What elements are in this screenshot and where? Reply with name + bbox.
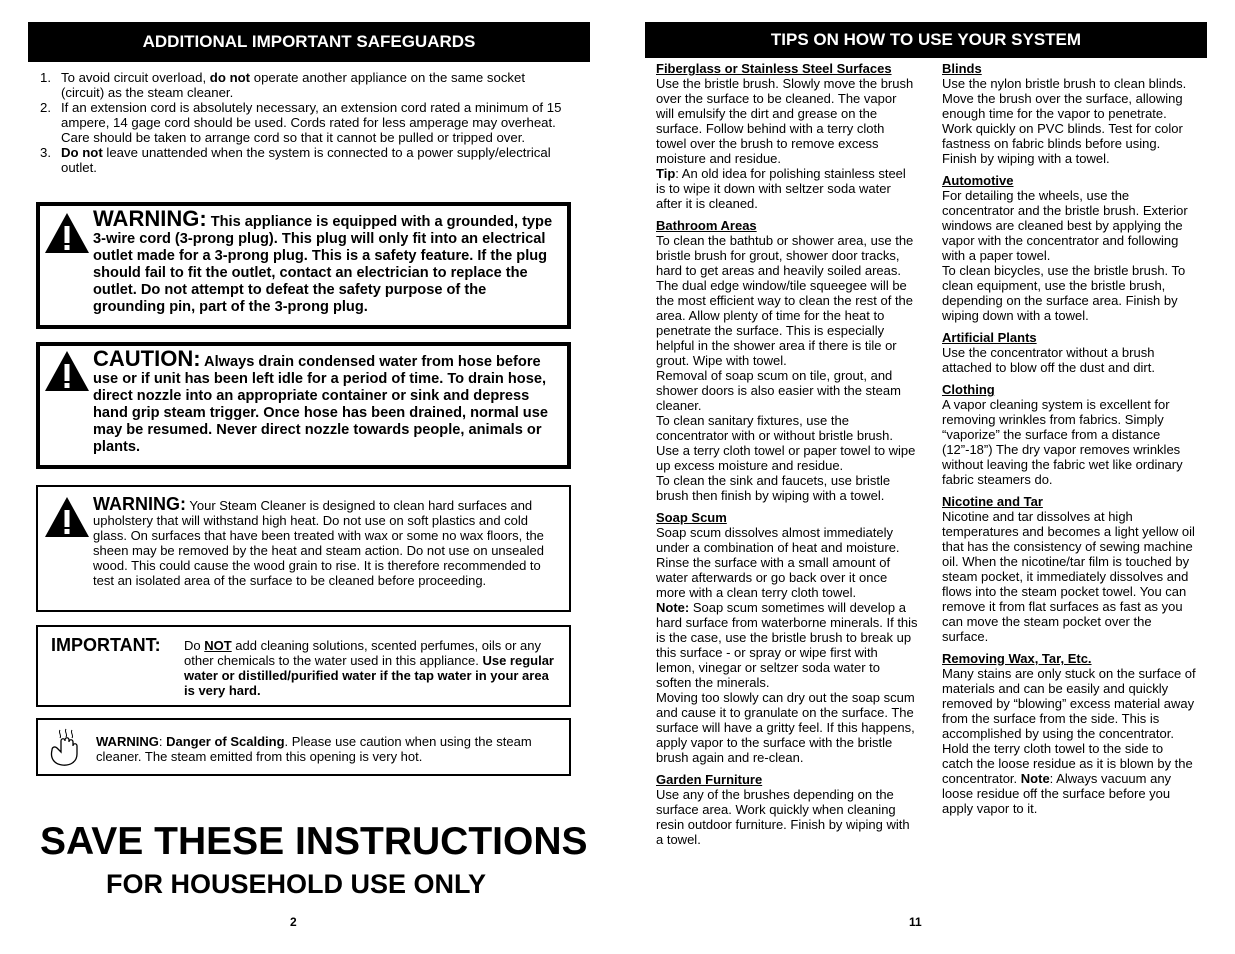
tip-section-extra: : An old idea for polishing stainless steel is to wipe it down with seltzer soda water after it is cleaned. <box>656 166 906 211</box>
tip-section <box>942 330 1197 375</box>
warning-plug-heading: WARNING: <box>93 206 207 231</box>
tip-section-extra: Soap scum sometimes will develop a hard surface from waterborne minerals. If this is the case, use the bristle brush to break up this surface - or spray or wipe first with lemon, vinegar or seltzer soda water to soften the minerals. Moving too slowly can dry out the soap scum and cause it to granulate on the surface. The surface will have a gritty feel. If this happens, apply vapor to the surface with the bristle brush again and re-clean. <box>656 600 918 765</box>
important-post: add cleaning solutions, scented perfumes, oils or any other chemicals to the water used in this appliance. <box>184 638 541 668</box>
tip-section-extra: : Always vacuum any loose residue off the surface before you apply vapor to it. <box>942 771 1172 816</box>
tip-section-label: Note <box>1020 771 1050 786</box>
warning-plug-body: This appliance is equipped with a grounded, type 3-wire cord (3-prong plug). This plug will only fit into an electrical outlet made for a 3-prong plug. This is a safety feature. If the plug should fail to fit the outlet, contact an electrician to replace the outlet. Do not attempt to defeat the safety purpose of the grounding pin, part of the 3-prong plug. <box>93 214 553 315</box>
important-not: NOT <box>204 638 232 653</box>
tip-section-text: Nicotine and tar dissolves at high temperatures and becomes a light yellow oil that has the consistency of sewing machine oil. When the nicotine/tar film is touched by steam pocket, it immediately dissolves and flows into the steam pocket towel. You can remove it from flat surfaces as fast as you can move the steam pocket over the surface. <box>942 509 1195 644</box>
tip-section-title: Clothing <box>942 382 995 397</box>
rule-1-number: 1. <box>40 70 51 85</box>
tip-section-text: Use the bristle brush. Slowly move the brush over the surface to be cleaned. The vapor will emulsify the dirt and grease on the surface. Follow behind with a terry cloth towel over the brush to remove excess moisture and residue. <box>656 76 914 166</box>
caution-text <box>93 346 558 456</box>
important-bold: Use regular water or distilled/purified water if the tap water in your area is very hard. <box>184 653 554 698</box>
left-page-number: 2 <box>290 915 297 929</box>
rule-1 <box>40 70 565 100</box>
rule-2-number: 2. <box>40 100 51 115</box>
rule-2 <box>40 100 565 145</box>
tip-section-title: Garden Furniture <box>656 772 763 787</box>
tip-section <box>942 382 1197 487</box>
steam-hand-icon <box>46 728 82 768</box>
scalding-colon: : <box>158 734 163 749</box>
tip-section-text: Many stains are only stuck on the surface of materials and can be easily and quickly removed by “blowing” excess material away from the surface from the side. This is accomplished by using the concentrator. Hold the terry cloth towel to the side to catch the loose residue as it is blown by the concentrator. <box>942 666 1196 786</box>
tip-section-body <box>656 787 918 847</box>
tip-section-text: Use the nylon bristle brush to clean blinds. Move the brush over the surface, allowing enough time for the vapor to penetrate. Work quickly on PVC blinds. Test for color fastness on fabric blinds before using. Finish by wiping with a towel. <box>942 76 1187 166</box>
tip-section-text: A vapor cleaning system is excellent for removing wrinkles from fabrics. Simply “vaporize” the surface from a distance (12”-18”) The dry vapor removes wrinkles without leaving the fabric wet like ordinary fabric steamers do. <box>942 397 1183 487</box>
tip-section-label: Tip <box>656 166 676 181</box>
tip-section <box>942 173 1197 323</box>
tip-section-title: Artificial Plants <box>942 330 1037 345</box>
rule-1-pre: To avoid circuit overload, <box>61 70 210 85</box>
rule-2-text: If an extension cord is absolutely necessary, an extension cord rated a minimum of 15 ampere, 14 gage cord should be used. Cords rated for less amperage may overheat. Care should be taken to arrange cord so that it cannot be pulled or tripped over. <box>61 100 562 145</box>
tip-section-body <box>656 525 918 765</box>
warning-surfaces-text <box>93 494 553 588</box>
caution-heading: CAUTION: <box>93 346 201 371</box>
rule-3 <box>40 145 565 175</box>
rule-3-number: 3. <box>40 145 51 160</box>
tip-section <box>656 61 918 211</box>
tips-header <box>645 22 1207 58</box>
tip-section-body <box>656 76 918 211</box>
tip-section <box>656 510 918 765</box>
right-page-number: 11 <box>909 915 922 929</box>
tip-section-body <box>656 233 918 503</box>
safeguard-rules <box>40 70 565 175</box>
scalding-sub: Danger of Scalding <box>162 734 285 749</box>
save-instructions-title: SAVE THESE INSTRUCTIONS <box>40 820 588 863</box>
tip-section-title: Blinds <box>942 61 982 76</box>
tips-header-text: TIPS ON HOW TO USE YOUR SYSTEM <box>770 30 1082 49</box>
important-text <box>184 638 554 698</box>
scalding-body: . Please use caution when using the steam cleaner. The steam emitted from this opening is very hot. <box>96 734 532 764</box>
rule-3-bold: Do not <box>61 145 103 160</box>
safeguards-header-text: ADDITIONAL IMPORTANT SAFEGUARDS <box>142 32 476 51</box>
tip-section-text: Soap scum dissolves almost immediately under a combination of heat and moisture. Rinse the surface with a small amount of water afterwards or go back over it once more with a clean terry cloth towel. <box>656 525 900 600</box>
tip-section-body <box>942 345 1197 375</box>
tip-section-title: Nicotine and Tar <box>942 494 1043 509</box>
important-heading: IMPORTANT: <box>51 635 161 655</box>
rule-1-post: operate another appliance on the same socket (circuit) as the steam cleaner. <box>61 70 526 100</box>
tip-section-text: For detailing the wheels, use the concentrator and the bristle brush. Exterior windows are cleaned best by applying the vapor with the concentrator and following with a paper towel. To clean bicycles, use the bristle brush. To clean equipment, use the bristle brush, depending on the surface area. Finish by wiping down with a towel. <box>942 188 1188 323</box>
tip-section-text: Use the concentrator without a brush attached to blow off the dust and dirt. <box>942 345 1155 375</box>
warning-surfaces-triangle-icon <box>44 496 90 538</box>
scalding-heading: WARNING <box>96 734 159 749</box>
tip-section-title: Removing Wax, Tar, Etc. <box>942 651 1092 666</box>
tip-section-body <box>942 666 1197 816</box>
tip-section-body <box>942 397 1197 487</box>
warning-triangle-icon <box>44 212 90 254</box>
scalding-text <box>96 734 556 764</box>
rule-3-post: leave unattended when the system is connected to a power supply/electrical outlet. <box>61 145 551 175</box>
caution-triangle-icon <box>44 350 90 392</box>
warning-surfaces-heading: WARNING: <box>93 494 186 514</box>
important-pre: Do <box>184 638 205 653</box>
household-use-subtitle: FOR HOUSEHOLD USE ONLY <box>106 869 487 899</box>
tip-section-body <box>942 188 1197 323</box>
tips-column-2 <box>942 61 1197 823</box>
tip-section-title: Fiberglass or Stainless Steel Surfaces <box>656 61 892 76</box>
tip-section-body <box>942 76 1197 166</box>
tip-section <box>942 61 1197 166</box>
tip-section <box>656 772 918 847</box>
tip-section <box>656 218 918 503</box>
tip-section-body <box>942 509 1197 644</box>
warning-surfaces-body: Your Steam Cleaner is designed to clean hard surfaces and upholstery that will withstand high heat. Do not use on soft plastics and cold glass. On surfaces that have been treated with wax or some no wax floors, the sheen may be removed by the heat and steam action. Do not use on unsealed wood. This could cause the wood grain to rise. It is therefore recommended to test an isolated area of the surface to be cleaned before proceeding. <box>93 498 544 588</box>
tip-section-label: Note: <box>656 600 690 615</box>
tip-section-title: Bathroom Areas <box>656 218 757 233</box>
tip-section-text: Use any of the brushes depending on the surface area. Work quickly when cleaning resin outdoor furniture. Finish by wiping with a towel. <box>656 787 910 847</box>
tip-section <box>942 651 1197 816</box>
tip-section <box>942 494 1197 644</box>
caution-body: Always drain condensed water from hose before use or if unit has been left idle for a period of time. To drain hose, direct nozzle into an appropriate container or sink and depress hand grip steam trigger. Once hose has been drained, normal use may be resumed. Never direct nozzle towards people, animals or plants. <box>93 354 548 455</box>
warning-plug-text <box>93 206 558 316</box>
tips-column-1 <box>656 61 918 854</box>
safeguards-header <box>28 22 590 62</box>
tip-section-text: To clean the bathtub or shower area, use the bristle brush for grout, shower door tracks, hard to get areas and heavily soiled areas. The dual edge window/tile squeegee will be the most efficient way to clean the rest of the area. Allow plenty of time for the heat to penetrate the surface. This is especially helpful in the shower area if there is tile or grout. Wipe with towel. Removal of soap scum on tile, grout, and shower doors is also easier with the steam cleaner. To clean sanitary fixtures, use the concentrator with or without bristle brush. Use a terry cloth towel or paper towel to wipe up excess moisture and residue. To clean the sink and faucets, use bristle brush then finish by wiping with a towel. <box>656 233 916 503</box>
tip-section-title: Automotive <box>942 173 1014 188</box>
rule-1-bold: do not <box>209 70 251 85</box>
tip-section-title: Soap Scum <box>656 510 727 525</box>
